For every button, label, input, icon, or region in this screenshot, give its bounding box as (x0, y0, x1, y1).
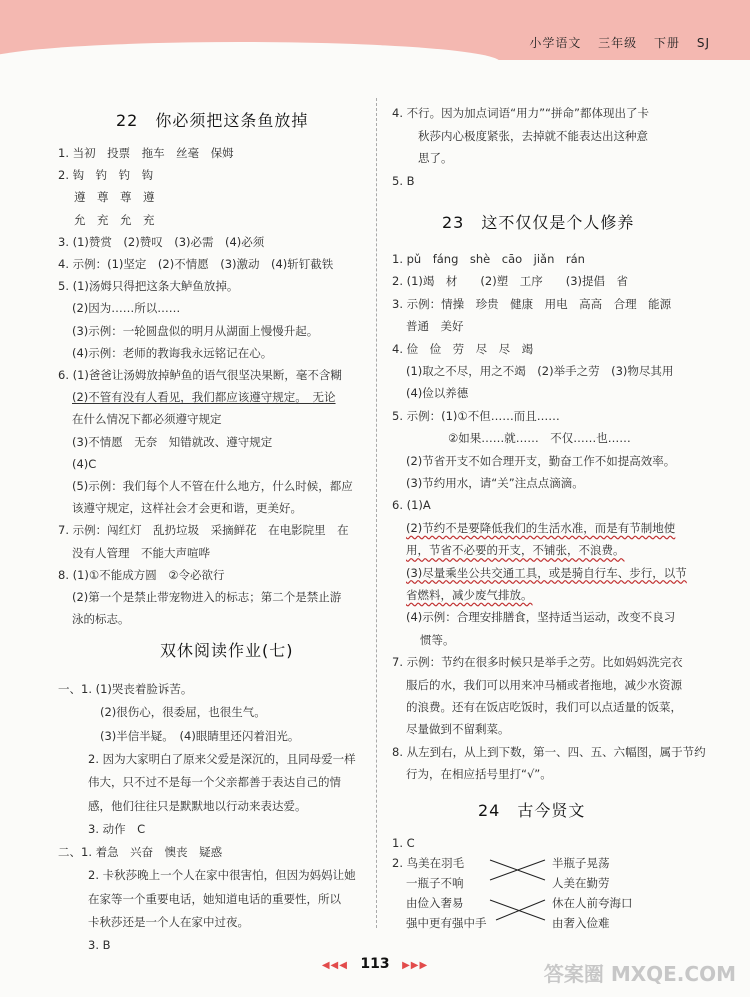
answer-line: 一瓶子不响 (406, 876, 464, 890)
answer-line: 6. (1)A (392, 498, 431, 513)
column-divider (376, 98, 377, 928)
answer-line: (2)节约不是要降低我们的生活水准，而是有节制地使 (406, 520, 676, 535)
answer-line: 一、1. (1)哭丧着脸诉苦。 (58, 682, 193, 696)
lesson-24-title: 24 古今贤文 (478, 801, 586, 820)
grade-label: 三年级 (598, 36, 638, 50)
answer-line: 由奢入俭难 (552, 916, 610, 930)
answer-line: 秋莎内心极度紧张，去掉就不能表达出这种意 (418, 128, 648, 143)
lesson-22-title: 22 你必须把这条鱼放掉 (116, 111, 309, 130)
page-number: 113 (360, 956, 390, 972)
answer-line: 休在人前夸海口 (552, 896, 633, 910)
answer-line: 卡秋莎还是一个人在家中过夜。 (88, 915, 249, 929)
answer-line: 在家等一个重要电话，她知道电话的重要性，所以 (88, 891, 341, 906)
answer-line: 4. 不行。因为加点词语“用力”“拼命”都体现出了卡 (392, 106, 649, 120)
answer-line: (1)取之不尽，用之不竭 (2)举手之劳 (3)物尽其用 (406, 364, 674, 378)
answer-line: (3)不情愿 无奈 知错就改、遵守规定 (72, 434, 273, 449)
prev-arrows-icon: ◀◀◀ (321, 960, 348, 971)
matching-lines (460, 852, 560, 932)
answer-line: 允 充 允 充 (74, 212, 155, 227)
answer-line: 5. 示例：(1)①不但……而且…… (392, 408, 560, 423)
answer-line: 1. 当初 投票 拖车 丝毫 保姆 (58, 146, 234, 160)
answer-line: 2. 鸟美在羽毛 (392, 856, 465, 870)
book-info (517, 34, 710, 51)
answer-line: 2. (1)竭 材 (2)塑 工序 (3)提倡 省 (392, 274, 628, 289)
answer-line: 7. 示例：节约在很多时候只是举手之劳。比如妈妈洗完衣 (392, 655, 683, 670)
answer-line: 用，节省不必要的开支，不铺张，不浪费。 (406, 543, 625, 558)
answer-line: 该遵守规定，这样社会才会更和谐，更美好。 (72, 501, 302, 516)
header-curve (0, 42, 500, 82)
weekend-reading-title: 双休阅读作业(七) (160, 641, 294, 660)
answer-line: (2)很伤心，很委屈，也很生气。 (100, 705, 266, 720)
answer-line: 在什么情况下都必须遵守规定 (72, 412, 222, 427)
answer-line: (3)尽量乘坐公共交通工具，或是骑自行车、步行，以节 (406, 565, 687, 580)
answer-line: 尽量做到不留剩菜。 (406, 722, 510, 737)
answer-line: 1. pǔ fáng shè cāo jiǎn rán (392, 252, 585, 266)
answer-line: 2. 钩 钓 钓 钩 (58, 168, 154, 183)
answer-line: 5. B (392, 173, 415, 188)
answer-line: 7. 示例：闯红灯 乱扔垃圾 采摘鲜花 在电影院里 在 (58, 523, 349, 538)
answer-line: 2. 因为大家明白了原来父爱是深沉的，且同母爱一样 (88, 751, 356, 766)
answer-line: 的浪费。还有在饭店吃饭时，我们可以点适量的饭菜， (406, 700, 682, 714)
answer-line: 2. 卡秋莎晚上一个人在家中很害怕，但因为妈妈让她 (88, 868, 356, 883)
answer-line: (5)示例：我们每个人不管在什么地方，什么时候，都应 (72, 479, 353, 493)
answer-line: 没有人管理 不能大声喧哗 (72, 545, 210, 560)
subject-label: 小学语文 (529, 36, 582, 50)
answer-line: 3. B (88, 938, 111, 953)
answer-line: (2)不管有没有人看见，我们都应该遵守规定。 无论 (72, 390, 336, 405)
answer-line: (4)示例：老师的教诲我永远铭记在心。 (72, 345, 273, 360)
watermark-logo: 答案圈 MXQE.COM (543, 962, 736, 986)
answer-line: (3)节约用水，请“关”注点点滴滴。 (406, 476, 584, 490)
lesson-23-title: 23 这不仅仅是个人修养 (442, 213, 635, 232)
answer-line: (2)第一个是禁止带宠物进入的标志；第二个是禁止游 (72, 590, 342, 604)
answer-line: 惯等。 (420, 632, 455, 647)
answer-line: 半瓶子晃荡 (552, 856, 610, 870)
answer-line: 感，他们往往只是默默地以行动来表达爱。 (88, 798, 307, 813)
answer-line: 泳的标志。 (72, 612, 130, 627)
answer-line: 8. 从左到右，从上到下数，第一、四、五、六幅图，属于节约 (392, 744, 706, 759)
answer-line: 人美在勤劳 (552, 876, 610, 890)
answer-line: (4)俭以养德 (406, 386, 469, 401)
answer-line: 4. 示例：(1)坚定 (2)不情愿 (3)激动 (4)斩钉截铁 (58, 257, 334, 271)
answer-line: 8. (1)①不能成方圆 ②令必欲行 (58, 567, 225, 582)
answer-line: (4)C (72, 456, 97, 471)
answer-line: (3)半信半疑。 (4)眼睛里还闪着泪光。 (100, 728, 300, 743)
answer-line: 6. (1)爸爸让汤姆放掉鲈鱼的语气很坚决果断，毫不含糊 (58, 368, 342, 382)
answer-line: (3)示例：一轮圆盘似的明月从湖面上慢慢升起。 (72, 323, 319, 338)
answer-line: (2)节省开支不如合理开支，勤奋工作不如提高效率。 (406, 453, 676, 468)
edition-label: SJ (696, 36, 710, 50)
answer-line: 3. 动作 C (88, 821, 146, 836)
term-label: 下册 (654, 36, 681, 50)
answer-line: (4)示例：合理安排膳食，坚持适当运动，改变不良习 (406, 610, 676, 625)
answer-line: 思了。 (418, 151, 453, 165)
next-arrows-icon: ▶▶▶ (402, 960, 429, 971)
answer-line: (2)因为……所以…… (72, 301, 181, 316)
answer-line: 行为，在相应括号里打“√”。 (406, 767, 552, 782)
answer-line: 二、1. 着急 兴奋 懊丧 疑惑 (58, 845, 223, 860)
answer-line: 3. 示例：情操 珍贵 健康 用电 高高 合理 能源 (392, 296, 672, 311)
answer-line: ②如果……就…… 不仅……也…… (448, 431, 631, 446)
answer-line: 服后的水，我们可以用来冲马桶或者拖地，减少水资源 (406, 677, 682, 692)
answer-line: 普通 美好 (406, 319, 464, 334)
answer-line: 由俭入奢易 (406, 896, 464, 910)
answer-line: 5. (1)汤姆只得把这条大鲈鱼放掉。 (58, 279, 239, 294)
answer-line: 4. 俭 俭 劳 尽 尽 竭 (392, 341, 534, 356)
answer-line: 1. C (392, 836, 415, 850)
answer-line: 省燃料，减少废气排放。 (406, 588, 533, 602)
answer-line: 伟大，只不过不是每一个父亲都善于表达自己的情 (88, 775, 341, 790)
answer-line: 强中更有强中手 (406, 916, 487, 930)
answer-line: 3. (1)赞赏 (2)赞叹 (3)必需 (4)必须 (58, 234, 265, 249)
answer-line: 遵 尊 尊 遵 (74, 190, 155, 205)
